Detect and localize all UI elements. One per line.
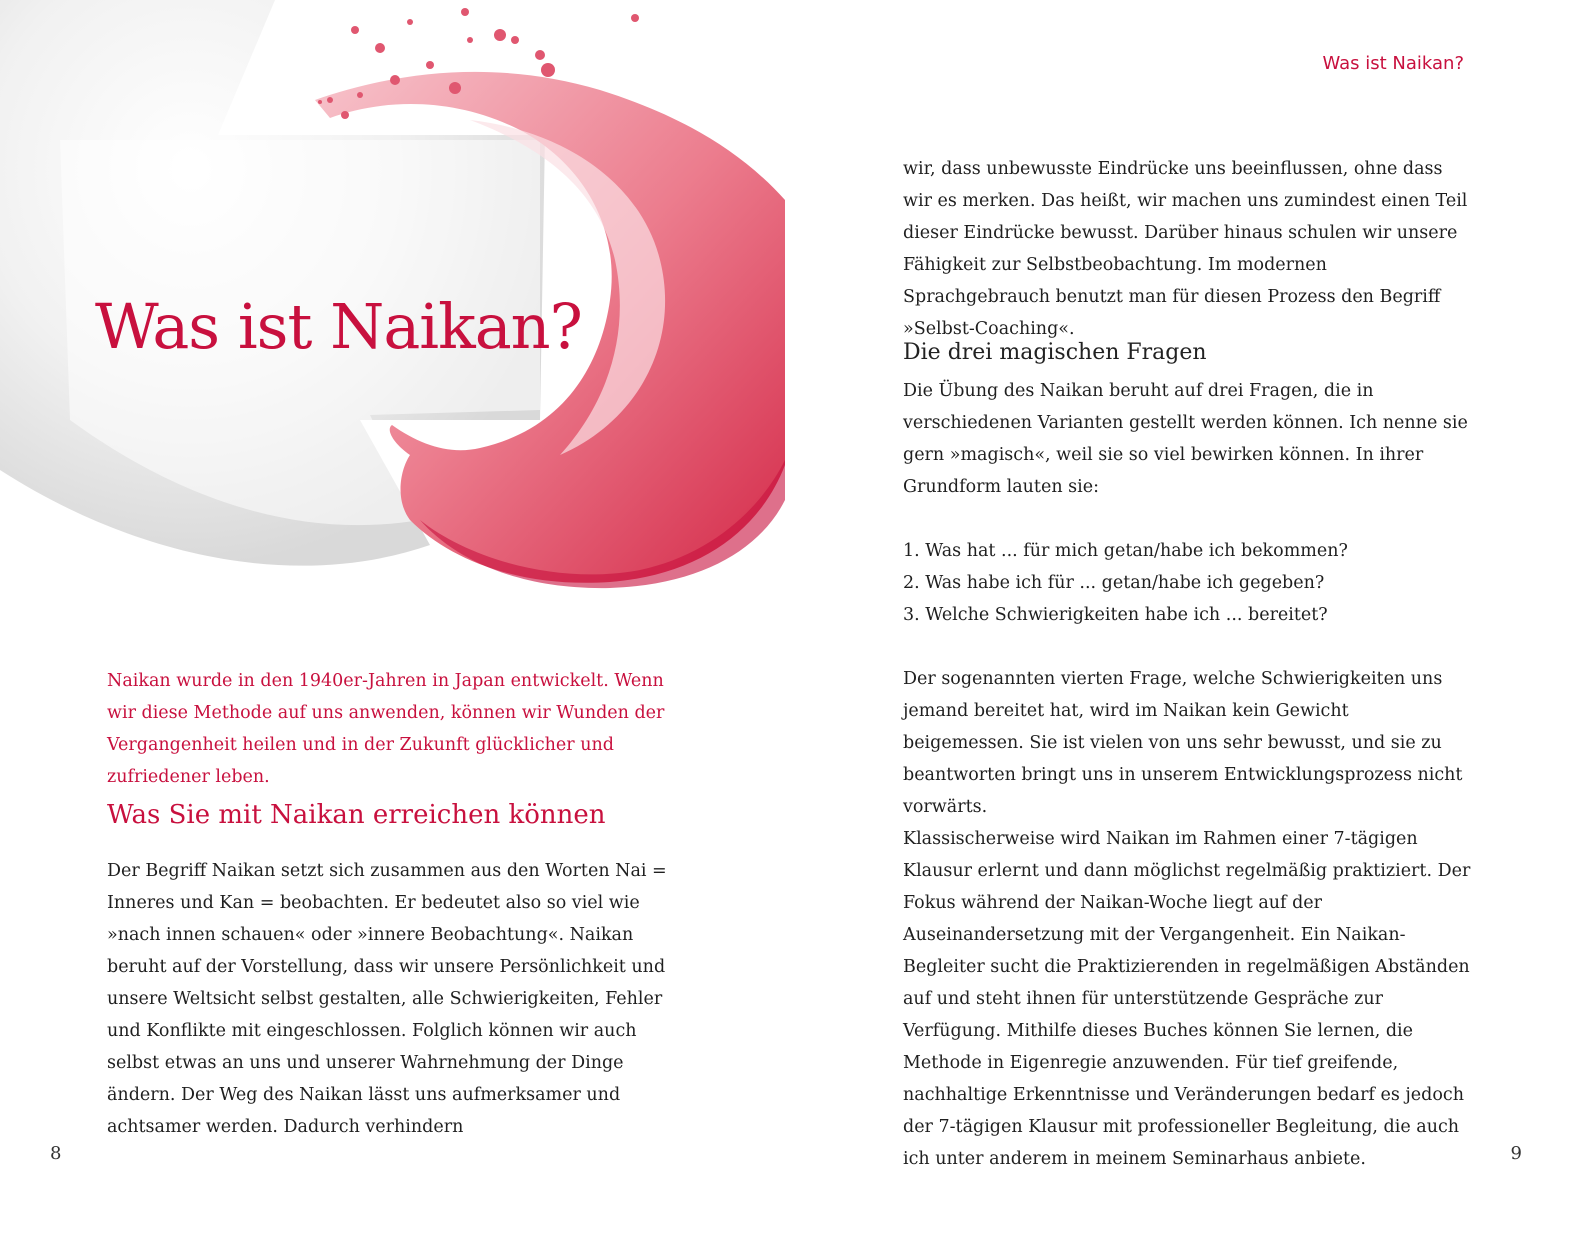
list-item: 1. Was hat ... für mich getan/habe ich bekommen? (903, 541, 1348, 561)
list-item: 3. Welche Schwierigkeiten habe ich ... bereitet? (903, 605, 1328, 625)
page-number-left: 8 (50, 1143, 62, 1164)
right-paragraph-3 (903, 663, 1473, 1175)
right-paragraph-3b: Klassischerweise wird Naikan im Rahmen einer 7-tägigen Klausur erlernt und dann möglichst regelmäßig praktiziert. Der Fokus während der Naikan-Woche liegt auf der Auseinandersetzung mit der Vergangenheit. Ein Naikan-Begleiter sucht die Praktizierenden in regelmäßigen Abständen auf und steht ihnen für unterstützende Gespräche zur Verfügung. Mithilfe dieses Buches können Sie lernen, die Methode in Eigenregie anzuwenden. Für tief greifende, nachhaltige Erkenntnisse und Veränderungen bedarf es jedoch der 7-tägigen Klausur mit professioneller Begleitung, die auch ich unter anderem in meinem Seminarhaus anbiete. (903, 829, 1471, 1169)
intro-text: Naikan wurde in den 1940er-Jahren in Japan entwickelt. Wenn wir diese Methode auf uns anwenden, können wir Wunden der Vergangenheit heilen und in der Zukunft glücklicher und zufriedener leben. (107, 671, 665, 787)
section-heading: Was Sie mit Naikan erreichen können (107, 800, 606, 830)
question-list (903, 535, 1473, 631)
subheading-three-questions: Die drei magischen Fragen (903, 340, 1207, 365)
list-item: 2. Was habe ich für ... getan/habe ich gegeben? (903, 573, 1325, 593)
right-paragraph-1: wir, dass unbewusste Eindrücke uns beeinflussen, ohne dass wir es merken. Das heißt, wir machen uns zumindest einen Teil dieser Eindrücke bewusst. Darüber hinaus schulen wir unsere Fähigkeit zur Selbstbeobachtung. Im modernen Sprachgebrauch benutzt man für diesen Prozess den Begriff »Selbst-Coaching«. (903, 159, 1468, 339)
chapter-title: Was ist Naikan? (95, 290, 582, 363)
running-head: Was ist Naikan? (1322, 53, 1464, 74)
right-paragraph-3a: Der sogenannten vierten Frage, welche Schwierigkeiten uns jemand bereitet hat, wird im Naikan kein Gewicht beigemessen. Sie ist vielen von uns sehr bewusst, und sie zu beantworten bringt uns in unserem Entwicklungsprozess nicht vorwärts. (903, 669, 1463, 817)
left-body-text: Der Begriff Naikan setzt sich zusammen aus den Worten Nai = Inneres und Kan = beobachten. Er bedeutet also so viel wie »nach innen schauen« oder »innere Beobachtung«. Naikan beruht auf der Vorstellung, dass wir unsere Persönlichkeit und unsere Weltsicht selbst gestalten, alle Schwierigkeiten, Fehler und Konflikte mit eingeschlossen. Folglich können wir auch selbst etwas an uns und unserer Wahrnehmung der Dinge ändern. Der Weg des Naikan lässt uns aufmerksamer und achtsamer werden. Dadurch verhindern (107, 861, 667, 1137)
page-number-right: 9 (1510, 1143, 1522, 1164)
right-paragraph-2: Die Übung des Naikan beruht auf drei Fragen, die in verschiedenen Varianten gestellt werden können. Ich nenne sie gern »magisch«, weil sie so viel bewirken können. In ihrer Grundform lauten sie: (903, 381, 1468, 497)
